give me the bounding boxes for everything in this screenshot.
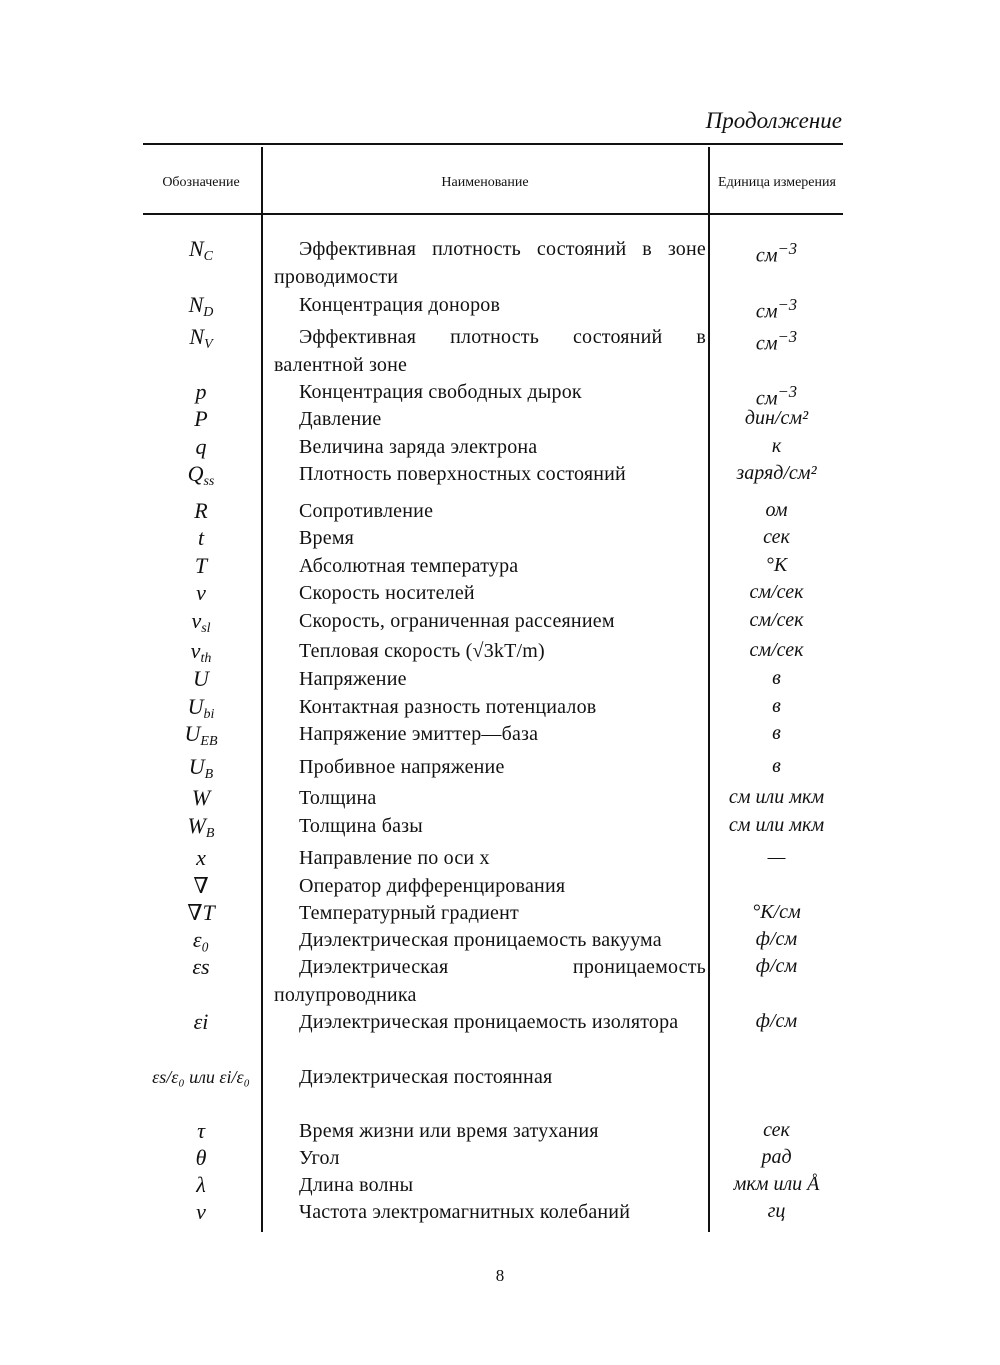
name-cell: Абсолютная температура	[299, 555, 519, 577]
name-cell: Длина волны	[299, 1174, 414, 1196]
symbol-cell: t	[197, 525, 205, 550]
unit-cell: см или мкм	[728, 786, 825, 808]
unit-cell: сек	[763, 1119, 790, 1141]
unit-cell: °К/см	[752, 901, 801, 923]
name-cell: Эффективная плотность состояний в зоне проводимости	[274, 238, 706, 288]
unit-cell: ф/см	[755, 1010, 798, 1032]
symbol-cell: τ	[197, 1118, 205, 1143]
symbol-cell: q	[195, 434, 207, 459]
name-cell: Толщина базы	[299, 815, 423, 837]
symbol-cell: εi	[193, 1009, 209, 1034]
name-cell: Плотность поверхностных состояний	[299, 463, 626, 485]
header-symbol: Обозначение	[162, 174, 240, 190]
unit-cell: заряд/см²	[736, 462, 817, 484]
name-cell: Сопротивление	[299, 500, 434, 522]
unit-cell: $см^{-3}$	[755, 382, 798, 410]
unit-cell: в	[772, 667, 781, 689]
symbol-cell: W	[191, 785, 211, 810]
column-divider-left	[261, 147, 263, 1232]
unit-cell: см/сек	[749, 581, 804, 603]
name-cell: Толщина	[299, 787, 377, 809]
name-cell: Концентрация свободных дырок	[299, 381, 582, 403]
unit-cell: °К	[765, 554, 788, 576]
unit-cell: к	[771, 435, 782, 457]
name-cell: Температурный градиент	[299, 902, 519, 924]
unit-cell: мкм или Å	[733, 1173, 820, 1195]
unit-cell: в	[772, 722, 781, 744]
unit-cell: рад	[761, 1146, 792, 1168]
symbol-cell: $N_C$	[188, 236, 214, 264]
symbol-cell: θ	[195, 1145, 207, 1170]
symbol-cell: $N_V$	[189, 324, 213, 352]
name-cell: Величина заряда электрона	[299, 436, 538, 458]
name-cell: Угол	[299, 1147, 340, 1169]
symbol-cell: $N_D$	[188, 292, 214, 320]
unit-cell: —	[767, 846, 786, 868]
unit-cell: см/сек	[749, 609, 804, 631]
unit-cell: ф/см	[755, 928, 798, 950]
name-cell: Оператор дифференцирования	[299, 875, 566, 897]
unit-cell: ф/см	[755, 955, 798, 977]
symbol-cell: $U_{EB}$	[184, 721, 218, 749]
name-cell: Концентрация доноров	[299, 294, 501, 316]
name-cell: Пробивное напряжение	[299, 756, 505, 778]
name-cell: Напряжение	[299, 668, 407, 690]
symbol-cell: εs	[192, 954, 210, 979]
page-number: 8	[495, 1266, 505, 1285]
symbol-cell: $v_{sl}$	[191, 608, 211, 636]
name-cell: Скорость, ограниченная рассеянием	[299, 610, 615, 632]
symbol-cell: $U_B$	[188, 754, 214, 782]
name-cell: Давление	[299, 408, 382, 430]
unit-cell: ом	[765, 499, 788, 521]
symbol-cell: λ	[196, 1172, 206, 1197]
header-unit: Единица измерения	[718, 174, 836, 190]
symbol-cell: εs/ε₀ или εi/ε₀	[152, 1067, 250, 1087]
continuation-label: Продолжение	[705, 108, 842, 133]
symbol-cell: U	[193, 666, 209, 691]
unit-cell: $см^{-3}$	[755, 239, 798, 267]
unit-cell: дин/см²	[744, 407, 809, 429]
unit-cell: сек	[763, 526, 790, 548]
symbol-cell: $Q_{ss}$	[187, 461, 215, 489]
name-cell: Направление по оси x	[299, 847, 490, 869]
symbol-cell: ∇T	[187, 900, 215, 925]
symbol-cell: P	[194, 406, 208, 431]
name-cell: Эффективная плотность состояний в валентной зоне	[274, 326, 706, 376]
unit-cell: см или мкм	[728, 814, 825, 836]
symbol-cell: ν	[196, 1199, 206, 1224]
symbol-cell: T	[194, 553, 208, 578]
name-cell: Диэлектрическая постоянная	[299, 1066, 553, 1088]
name-cell: Время	[299, 527, 355, 549]
symbol-cell: x	[196, 845, 206, 870]
unit-cell: в	[772, 755, 781, 777]
symbol-cell: p	[195, 379, 207, 404]
unit-cell: см/сек	[749, 639, 804, 661]
symbol-cell: $U_{bi}$	[187, 694, 215, 722]
symbol-cell: ∇	[193, 873, 209, 898]
header-name: Наименование	[441, 174, 529, 190]
unit-cell: $см^{-3}$	[755, 327, 798, 355]
name-cell: Диэлектрическая проницаемость полупроводника	[274, 956, 706, 1006]
name-cell: Частота электромагнитных колебаний	[299, 1201, 631, 1223]
symbol-cell: v	[196, 580, 206, 605]
symbol-cell: R	[194, 498, 208, 523]
name-cell: Скорость носителей	[299, 582, 475, 604]
name-cell: Напряжение эмиттер—база	[299, 723, 539, 745]
table-top-rule	[143, 143, 843, 145]
symbol-cell: ε₀	[192, 927, 210, 952]
name-cell: Диэлектрическая проницаемость вакуума	[299, 929, 662, 951]
unit-cell: в	[772, 695, 781, 717]
symbol-cell: $W_B$	[187, 813, 215, 841]
name-cell: Диэлектрическая проницаемость изолятора	[299, 1011, 679, 1033]
symbol-cell: $v_{th}$	[190, 638, 212, 666]
unit-cell: гц	[767, 1200, 786, 1222]
unit-cell: $см^{-3}$	[755, 295, 798, 323]
name-cell: Время жизни или время затухания	[299, 1120, 599, 1142]
name-cell: Контактная разность потенциалов	[299, 696, 597, 718]
name-cell: Тепловая скорость (√3kT/m)	[299, 640, 545, 662]
